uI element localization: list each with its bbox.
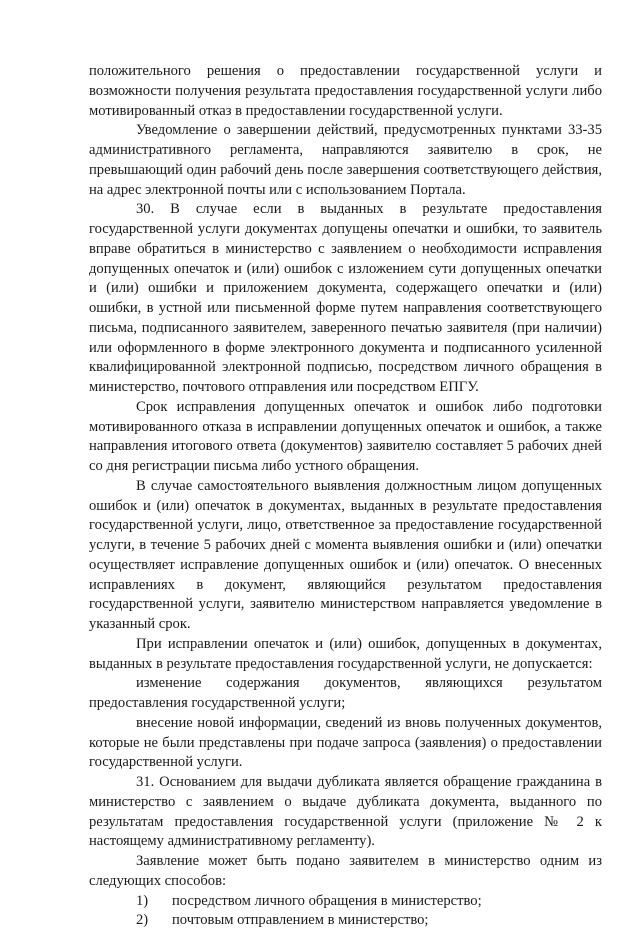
paragraph-decision-continuation: положительного решения о предоставлении государственной услуги и возможности получения результата предоставления государственной услуги либо мотивированный отказ в предоставлении государственной услуги. [89,63,602,119]
paragraph-self-detection: В случае самостоятельного выявления должностным лицом допущенных ошибок и (или) опечаток в документах, выданных в результате предоставления государственной услуги, лицо, ответственное за предоставление государственной услуги, в течение 5 рабочих дней с момента выявления ошибки и (или) опечатки осуществляет исправление допущенных ошибок и (или) опечаток. О внесенных исправлениях в документ, являющийся результатом предоставления государственной услуги, заявителю министерством направляется уведомление в указанный срок. [89,477,602,632]
paragraph-submission-methods: Заявление может быть подано заявителем в министерство одним из следующих способов: [89,853,602,889]
list-item [89,911,602,931]
paragraph-notification: Уведомление о завершении действий, предусмотренных пунктами 33-35 административного регламента, направляются заявителю в срок, не превышающий один рабочий день после завершения соответствующего действия, на адрес электронной почты или с использованием Портала. [89,122,602,198]
list-item-number: 2) [136,912,149,929]
paragraph-30-errors: 30. В случае если в выданных в результате предоставления государственной услуги документах допущены опечатки и ошибки, то заявитель вправе обратиться в министерство с заявлением о необходимости исправления допущенных опечаток и (или) ошибок с изложением сути допущенных опечатки и (или) ошибки и приложением документа, содержащего опечатки и (или) ошибки, в устной или письменной форме путем направления соответствующего письма, подписанного заявителем, заверенного печатью заявителя (при наличии) или оформленного в форме электронного документа и подписанного усиленной квалифицированной электронной подписью, посредством личного обращения в министерство, почтового отправления или посредством ЕПГУ. [89,201,602,395]
paragraph-correction-deadline: Срок исправления допущенных опечаток и ошибок либо подготовки мотивированного отказа в исправлении допущенных опечаток и ошибок, а также направления итогового ответа (документов) заявителю составляет 5 рабочих дней со дня регистрации письма либо устного обращения. [89,398,602,474]
paragraph-not-allowed: При исправлении опечаток и (или) ошибок, допущенных в документах, выданных в результате предоставления государственной услуги, не допускается: [89,635,602,672]
list-item-text: посредством личного обращения в министерство; [172,892,482,909]
list-item [89,892,602,912]
paragraph-content-change: изменение содержания документов, являющихся результатом предоставления государственной услуги; [89,675,602,711]
list-item-number: 1) [136,892,149,909]
paragraph-new-info: внесение новой информации, сведений из вновь полученных документов, которые не были представлены при подаче запроса (заявления) о предоставлении государственной услуги. [89,714,602,771]
paragraph-31-duplicate: 31. Основанием для выдачи дубликата является обращение гражданина в министерство с заявлением о выдаче дубликата документа, выданного по результатам предоставления государственной услуги (приложение № 2 к настоящему административному регламенту). [89,774,602,850]
list-item-text: почтовым отправлением в министерство; [172,912,429,929]
